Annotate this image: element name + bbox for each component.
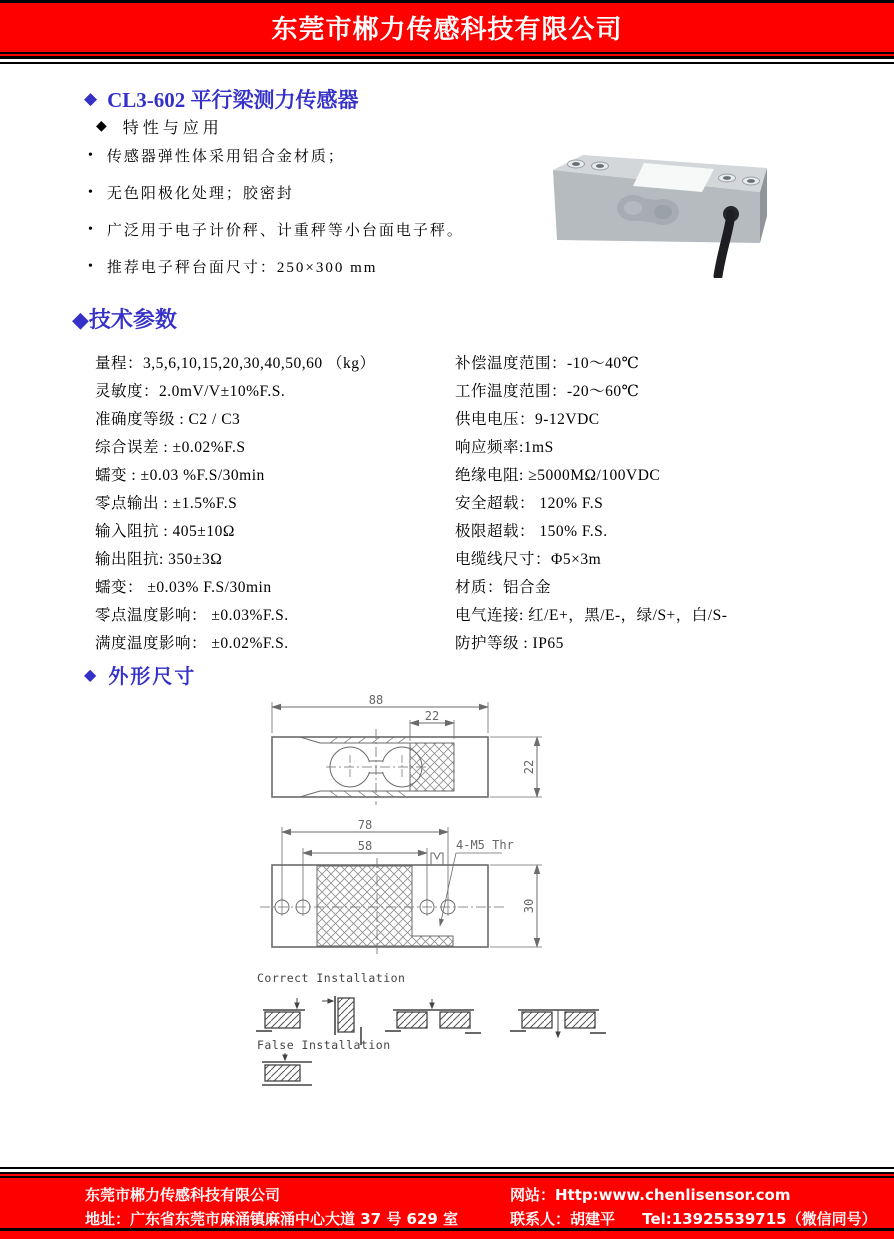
footer-contact: 联系人：胡建平 bbox=[510, 1210, 616, 1228]
side-view-drawing bbox=[250, 695, 550, 807]
diamond-icon: ◆ bbox=[84, 89, 98, 108]
feature-text: 推荐电子秤台面尺寸：250×300 mm bbox=[106, 260, 378, 276]
load-cell-body bbox=[553, 155, 767, 276]
feature-text: 广泛用于电子计价秤、计重秤等小台面电子秤。 bbox=[106, 223, 464, 239]
spec-item: 灵敏度：2.0mV/V±10%F.S. bbox=[95, 383, 286, 400]
spec-item: 零点输出 : ±1.5%F.S bbox=[95, 495, 238, 512]
diamond-icon: ◆ bbox=[72, 307, 89, 332]
dim-height: 22 bbox=[522, 759, 536, 775]
specs-heading: 技术参数 bbox=[88, 307, 177, 332]
header-rule bbox=[0, 56, 894, 59]
features-heading: 特性与应用 bbox=[122, 120, 223, 137]
spec-item: 综合误差 : ±0.02%F.S bbox=[95, 439, 246, 456]
feature-item bbox=[88, 211, 464, 248]
spec-item: 电气连接: 红/E+，黑/E-，绿/S+，白/S- bbox=[455, 607, 728, 624]
spec-item: 电缆线尺寸：Φ5×3m bbox=[455, 551, 602, 568]
spec-item: 供电电压：9-12VDC bbox=[455, 411, 600, 428]
features-heading-row bbox=[96, 115, 223, 138]
footer-tel: Tel:13925539715（微信同号） bbox=[642, 1210, 877, 1228]
header-banner bbox=[0, 3, 894, 52]
dim-pocket-width: 22 bbox=[424, 709, 440, 723]
thread-callout: 4-M5 Thr bbox=[456, 838, 514, 852]
product-title-row bbox=[84, 84, 359, 114]
footer-website: 网站：Http:www.chenlisensor.com bbox=[510, 1186, 791, 1204]
spec-item: 输入阻抗 : 405±10Ω bbox=[95, 523, 235, 540]
dim-overall-length: 88 bbox=[368, 695, 384, 707]
spec-item: 安全超载： 120% F.S bbox=[455, 495, 604, 512]
bullet-icon: • bbox=[88, 258, 95, 274]
spec-item: 绝缘电阻: ≥5000MΩ/100VDC bbox=[455, 467, 661, 484]
footer-contact-row bbox=[510, 1208, 877, 1229]
feature-item bbox=[88, 248, 464, 285]
feature-list bbox=[88, 137, 464, 285]
spec-item: 补偿温度范围：-10～40℃ bbox=[455, 355, 640, 372]
footer-address: 地址：广东省东莞市麻涌镇麻涌中心大道 37 号 629 室 bbox=[85, 1210, 459, 1228]
product-photo bbox=[545, 148, 780, 278]
dim-outer-hole-span: 78 bbox=[357, 820, 373, 832]
header-rule bbox=[0, 62, 894, 64]
dim-inner-hole-span: 58 bbox=[357, 839, 373, 853]
spec-item: 蠕变 : ±0.03 %F.S/30min bbox=[95, 467, 265, 484]
product-title: CL3-602 平行梁测力传感器 bbox=[107, 88, 359, 112]
diamond-icon: ◆ bbox=[84, 666, 97, 684]
bullet-icon: • bbox=[88, 184, 95, 200]
spec-item: 响应频率:1mS bbox=[455, 439, 554, 456]
company-title: 东莞市郴力传感科技有限公司 bbox=[271, 15, 623, 45]
feature-item bbox=[88, 137, 464, 174]
spec-item: 零点温度影响： ±0.03%F.S. bbox=[95, 607, 289, 624]
spec-item: 防护等级 : IP65 bbox=[455, 635, 564, 652]
bullet-icon: • bbox=[88, 147, 95, 163]
spec-item: 量程：3,5,6,10,15,20,30,40,50,60 （kg） bbox=[95, 355, 376, 372]
spec-item: 蠕变： ±0.03% F.S/30min bbox=[95, 579, 272, 596]
footer-rule bbox=[0, 1167, 894, 1169]
dim-width: 30 bbox=[522, 898, 536, 914]
installation-diagrams bbox=[250, 965, 650, 1097]
bullet-icon: • bbox=[88, 221, 95, 237]
spec-item: 极限超载： 150% F.S. bbox=[455, 523, 608, 540]
dimensions-heading-row bbox=[84, 660, 196, 689]
false-installation-figure bbox=[262, 1053, 312, 1085]
diamond-icon: ◆ bbox=[96, 119, 107, 134]
spec-item: 准确度等级 : C2 / C3 bbox=[95, 411, 241, 428]
feature-text: 传感器弹性体采用铝合金材质； bbox=[106, 149, 345, 165]
spec-item: 材质：铝合金 bbox=[455, 579, 552, 596]
spec-item: 输出阻抗: 350±3Ω bbox=[95, 551, 223, 568]
correct-installation-label: Correct Installation bbox=[257, 971, 406, 985]
spec-column-left bbox=[95, 350, 376, 658]
feature-text: 无色阳极化处理；胶密封 bbox=[106, 186, 294, 202]
false-installation-label: False Installation bbox=[257, 1038, 391, 1052]
specs-heading-row bbox=[72, 303, 177, 334]
top-view-drawing bbox=[250, 820, 550, 962]
spec-column-right bbox=[455, 350, 727, 658]
footer-company: 东莞市郴力传感科技有限公司 bbox=[85, 1186, 281, 1204]
dimensions-heading: 外形尺寸 bbox=[108, 666, 197, 688]
spec-item: 满度温度影响： ±0.02%F.S. bbox=[95, 635, 289, 652]
feature-item bbox=[88, 174, 464, 211]
spec-item: 工作温度范围：-20～60℃ bbox=[455, 383, 640, 400]
